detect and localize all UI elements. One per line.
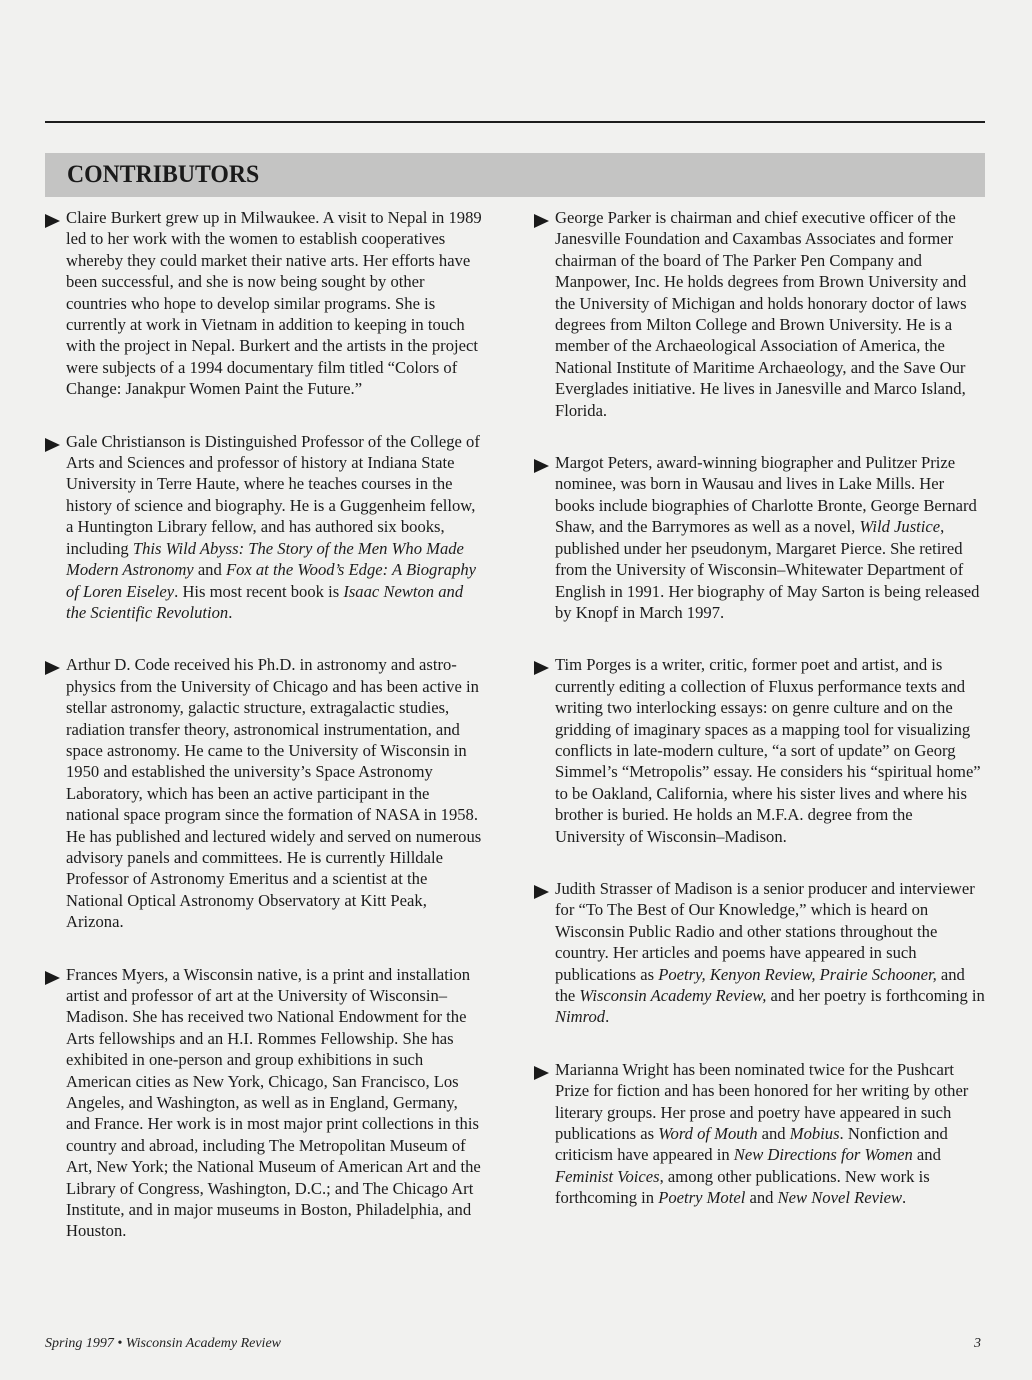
- bio-title-italic: Isaac Newton and the Scientific Revolution: [66, 581, 464, 622]
- contributor-bio: [66, 207, 485, 400]
- contributor-bio: [555, 452, 986, 623]
- contributor-entry: [45, 207, 485, 400]
- bio-text: and her poetry is forthcoming in: [766, 986, 985, 1005]
- right-column: [534, 207, 986, 1209]
- bio-text: . His most recent book is: [174, 581, 344, 601]
- bio-text: Tim Porges is a writer, critic, former poet and artist, and is currently editing a collection of Fluxus performance texts and writing two interlocking essays: on genre culture and on the gridding of imaginary spaces as a mapping tool for visualizing conflicts in late-modern culture, “a sort of update” on Georg Simmel’s “Metropolis” essay. He considers his “spiritual home” to be Oakland, California, where his sister lives and where his brother is buried. He holds an M.F.A. degree from the University of Wisconsin–Madison.: [555, 655, 981, 846]
- bio-title-italic: Wild Justice: [859, 517, 941, 537]
- contributor-entry: [45, 431, 485, 624]
- contributor-bio: [555, 878, 986, 1028]
- contributor-bio: [66, 964, 485, 1242]
- contributor-bio: [555, 207, 986, 421]
- bio-text: . Nonfiction and criticism have appeared in: [555, 1124, 948, 1165]
- section-title: CONTRIBUTORS: [67, 161, 260, 188]
- bullet-arrow-icon: [534, 885, 549, 899]
- contributor-entry: [534, 878, 986, 1028]
- contributor-entry: [534, 452, 986, 623]
- bio-text: and the: [555, 964, 965, 1005]
- bio-text: George Parker is chairman and chief executive officer of the Janesville Foundation and Caxambas Associates and former chairman of the board of The Parker Pen Company and Manpower, Inc. He holds degrees from Brown University and the University of Michigan and holds honorary doctor of laws degrees from Milton College and Brown University. He is a member of the Archaeological Association of America, the National Institute of Maritime Archaeology, and the Save Our Everglades initiative. He lives in Janesville and Marco Island, Florida.: [555, 208, 967, 420]
- bullet-arrow-icon: [534, 661, 549, 675]
- bio-text: .: [605, 1007, 610, 1027]
- page-number: 3: [974, 1336, 981, 1351]
- bullet-arrow-icon: [534, 1066, 549, 1080]
- bio-title-italic: New Novel Review: [777, 1188, 903, 1208]
- bio-text: , published under her pseudonym, Margaret Pierce. She retired from the University of Wisconsin–Whitewater Department of English in 1991. Her biography of May Sarton is being released by Knopf in March 1997.: [555, 517, 980, 622]
- bio-title-italic: Word of Mouth: [658, 1124, 758, 1144]
- footer-issue: Spring 1997 • Wisconsin Academy Review: [45, 1336, 281, 1351]
- contributor-bio: [555, 654, 986, 847]
- bullet-arrow-icon: [45, 214, 60, 228]
- bio-text: and: [193, 560, 226, 580]
- bullet-arrow-icon: [45, 661, 60, 675]
- bullet-arrow-icon: [45, 438, 60, 452]
- bullet-arrow-icon: [534, 214, 549, 228]
- contributor-bio: [66, 431, 485, 624]
- bullet-arrow-icon: [534, 459, 549, 473]
- bio-text: Claire Burkert grew up in Milwaukee. A visit to Nepal in 1989 led to her work with the women to establish cooperatives whereby they could market their native arts. Her efforts have been successful, and she is now being sought by other countries who hope to develop similar programs. She is currently at work in Vietnam in addition to keeping in touch with the project in Nepal. Burkert and the artists in the project were subjects of a 1994 documentary film titled “Colors of Change: Janakpur Women Paint the Future.”: [66, 208, 482, 399]
- bio-text: .: [228, 602, 233, 622]
- bio-text: , among other publications. New work is forthcoming in: [555, 1166, 930, 1208]
- contributor-entry: [534, 654, 986, 847]
- bio-text: Margot Peters, award-winning biographer and Pulitzer Prize nominee, was born in Wausau and lives in Lake Mills. Her books include biographies of Charlotte Bronte, George Bernard Shaw, and the Barrymores as well as a novel,: [555, 453, 977, 537]
- contributor-bio: [66, 654, 485, 932]
- bio-title-italic: Mobius: [789, 1124, 840, 1144]
- bio-text: Marianna Wright has been nominated twice for the Pushcart Prize for fiction and has been honored for her writing by other literary groups. Her prose and poetry have appeared in such publications as: [555, 1059, 969, 1144]
- bio-title-italic: Fox at the Wood’s Edge: A Biography of Loren Eiseley: [66, 560, 477, 601]
- bio-text: and: [912, 1145, 941, 1165]
- bio-title-italic: Nimrod: [555, 1007, 606, 1027]
- section-banner: [45, 153, 985, 197]
- left-column: [45, 207, 485, 1242]
- contributor-entry: [534, 207, 986, 421]
- bio-title-italic: Poetry Motel: [658, 1188, 746, 1208]
- bio-text: Gale Christianson is Distinguished Professor of the College of Arts and Sciences and professor of history at Indiana State University in Terre Haute, where he teaches courses in the history of science and biography. He is a Guggenheim fellow, a Huntington Library fellow, and has authored six books, including: [66, 431, 480, 558]
- bio-text: Judith Strasser of Madison is a senior producer and interviewer for “To The Best of Our Knowledge,” which is heard on Wisconsin Public Radio and other stations throughout the country. Her articles and poems have appeared in such publications as: [555, 878, 975, 984]
- contributor-entry: [45, 654, 485, 932]
- contributor-bio: [555, 1059, 986, 1209]
- bio-title-italic: This Wild Abyss: The Story of the Men Who Made Modern Astronomy: [66, 538, 464, 580]
- contributor-entry: [534, 1059, 986, 1209]
- bio-title-italic: New Directions for Women: [733, 1145, 913, 1165]
- bio-text: .: [902, 1188, 907, 1208]
- bio-text: and: [757, 1124, 790, 1144]
- bio-title-italic: Feminist Voices: [555, 1166, 660, 1186]
- bio-title-italic: Wisconsin Academy Review,: [579, 986, 767, 1005]
- bio-text: Arthur D. Code received his Ph.D. in astronomy and astrophysics from the University of Chicago and has been active in stellar astronomy, galactic structure, extragalactic studies, radiation transfer theory, astronomical instrumentation, and space astronomy. He came to the University of Wisconsin in 1950 and established the university’s Space Astronomy Laboratory, which has been an active participant in the national space program since the formation of NASA in 1958. He has published and lectured widely and served on numerous advisory panels and committees. He is currently Hilldale Professor of Astronomy Emeritus and a scientist at the National Optical Astronomy Observatory at Kitt Peak, Arizona.: [66, 655, 482, 932]
- bullet-arrow-icon: [45, 971, 60, 985]
- top-rule: [45, 121, 985, 123]
- bio-title-italic: Poetry, Kenyon Review, Prairie Schooner,: [658, 964, 937, 984]
- bio-text: and: [745, 1188, 778, 1208]
- contributor-entry: [45, 964, 485, 1242]
- bio-text: Frances Myers, a Wisconsin native, is a print and installation artist and professor of art at the University of Wisconsin–Madison. She has received two National Endowment for the Arts fellowships and an H.I. Rommes Fellowship. She has exhibited in one-person and group exhibitions in such American cities as New York, Chicago, San Francisco, Los Angeles, and Washington, as well as in England, Germany, and France. Her work is in most major print collections in this country and abroad, including The Metropolitan Museum of Art, New York; the National Museum of American Art and the Library of Congress, Washington, D.C.; and The Chicago Art Institute, and in major museums in Boston, Philadelphia, and Houston.: [66, 964, 481, 1241]
